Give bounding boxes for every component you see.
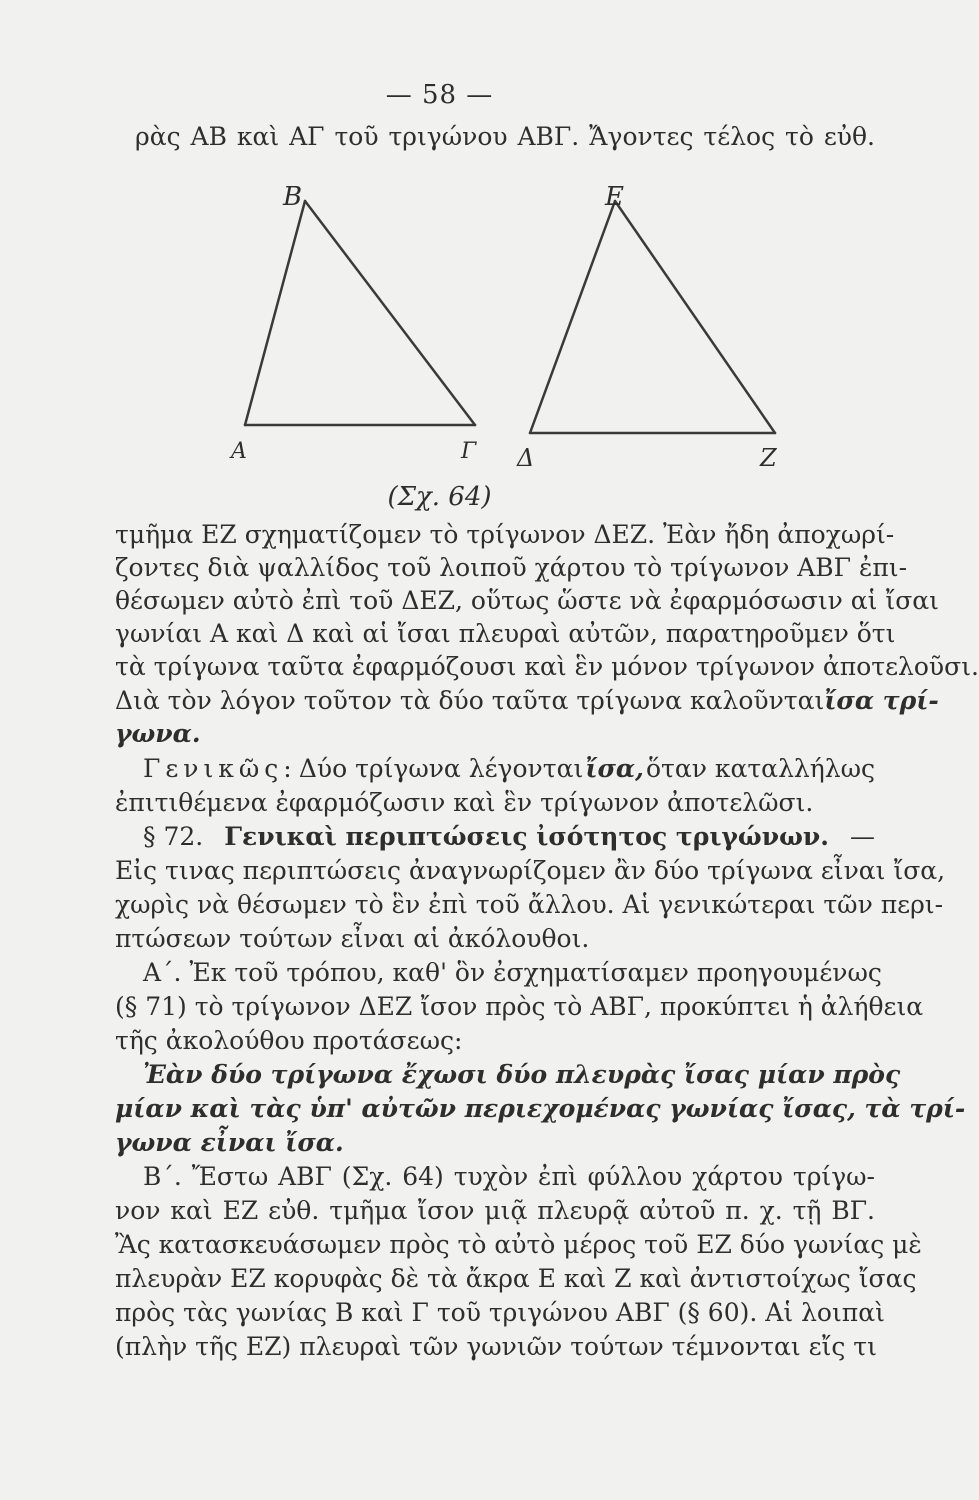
text-line-12: χωρὶς νὰ θέσωμεν τὸ ἓν ἐπὶ τοῦ ἄλλου. Αἱ γενικώτεραι τῶν περι- [115, 890, 944, 919]
text-line-3: ζοντες διὰ ψαλλίδος τοῦ λοιποῦ χάρτου τὸ τρίγωνον ΑΒΓ ἐπι- [115, 553, 908, 582]
label-D: Δ [517, 444, 535, 472]
text-line-1: ρὰς ΑΒ καὶ ΑΓ τοῦ τριγώνου ΑΒΓ. Ἄγοντες τέλος τὸ εὐθ. [135, 122, 875, 151]
text-line-9-b: ὅταν καταλλήλως [645, 754, 875, 783]
text-line-7 [115, 684, 939, 718]
text-line-9-a: Δύο τρίγωνα λέγονται [298, 754, 584, 783]
page-number: — 58 — [385, 80, 494, 110]
text-line-20: πλευρὰν ΕΖ κορυφὰς δὲ τὰ ἄκρα Ε καὶ Ζ καὶ ἀντιστοίχως ἴσας [115, 1264, 917, 1293]
text-line-7-italic: ἴσα τρί- [824, 686, 939, 715]
triangle-abg-side-ab [245, 201, 305, 425]
label-G: Γ [461, 439, 477, 464]
triangle-dez-side-de [530, 201, 615, 433]
text-line-7-roman: Διὰ τὸν λόγον τοῦτον τὰ δύο ταῦτα τρίγωνα καλοῦνται [115, 686, 825, 715]
text-line-5: γωνίαι Α καὶ Δ καὶ αἱ ἴσαι πλευραὶ αὐτῶν, παρατηροῦμεν ὅτι [115, 619, 896, 648]
label-E: E [605, 182, 624, 212]
figure-caption: (Σχ. 64) [387, 482, 492, 512]
label-B: B [283, 182, 303, 212]
theorem-line-3: γωνα εἶναι ἴσα. [115, 1128, 344, 1157]
text-line-4: θέσωμεν αὐτὸ ἐπὶ τοῦ ΔΕΖ, οὕτως ὥστε νὰ ἐφαρμόσωσιν αἱ ἴσαι [115, 586, 939, 615]
text-line-13: πτώσεων τούτων εἶναι αἱ ἀκόλουθοι. [115, 924, 590, 953]
text-line-6: τὰ τρίγωνα ταῦτα ἐφαρμόζουσι καὶ ἓν μόνον τρίγωνον ἀποτελοῦσι. [115, 652, 979, 681]
label-A: A [231, 439, 247, 464]
text-line-22: (πλὴν τῆς ΕΖ) πλευραὶ τῶν γωνιῶν τούτων τέμνονται εἴς τι [115, 1332, 877, 1361]
triangle-dez-side-ez [615, 201, 775, 433]
triangle-abg-side-bg [305, 201, 475, 425]
text-line-15: (§ 71) τὸ τρίγωνον ΔΕΖ ἴσον πρὸς τὸ ΑΒΓ, προκύπτει ἡ ἀλήθεια [115, 992, 924, 1021]
text-line-9 [115, 752, 875, 786]
text-line-21: πρὸς τὰς γωνίας Β καὶ Γ τοῦ τριγώνου ΑΒΓ (§ 60). Αἱ λοιπαὶ [115, 1298, 885, 1327]
text-line-11: Εἰς τινας περιπτώσεις ἀναγνωρίζομεν ἂν δύο τρίγωνα εἶναι ἴσα, [115, 856, 946, 885]
text-line-19: Ἂς κατασκευάσωμεν πρὸς τὸ αὐτὸ μέρος τοῦ ΕΖ δύο γωνίας μὲ [115, 1230, 922, 1259]
text-line-2: τμῆμα ΕΖ σχηματίζομεν τὸ τρίγωνον ΔΕΖ. Ἐὰν ἤδη ἀποχωρί- [115, 520, 895, 549]
section-title: Γενικαὶ περιπτώσεις ἰσότητος τριγώνων. [224, 822, 829, 851]
section-72-heading [115, 820, 875, 854]
text-line-10: ἐπιτιθέμενα ἐφαρμόζωσιν καὶ ἓν τρίγωνον ἀποτελῶσι. [115, 788, 814, 817]
generally-term: Γενικῶς: [143, 754, 297, 783]
theorem-line-2: μίαν καὶ τὰς ὑπ' αὐτῶν περιεχομένας γωνίας ἴσας, τὰ τρί- [115, 1094, 966, 1123]
section-dash: — [849, 822, 875, 851]
label-Z: Z [760, 444, 777, 472]
text-line-8: γωνα. [115, 719, 201, 748]
text-line-17: Β΄. Ἔστω ΑΒΓ (Σχ. 64) τυχὸν ἐπὶ φύλλου χάρτου τρίγω- [143, 1162, 875, 1191]
text-line-16: τῆς ἀκολούθου προτάσεως: [115, 1026, 463, 1055]
equal-term: ἴσα, [585, 754, 644, 783]
figure-64-triangles [225, 175, 805, 510]
theorem-line-1: Ἐὰν δύο τρίγωνα ἔχωσι δύο πλευρὰς ἴσας μίαν πρὸς [143, 1060, 901, 1089]
section-number: § 72. [143, 822, 204, 851]
text-line-18: νον καὶ ΕΖ εὐθ. τμῆμα ἴσον μιᾷ πλευρᾷ αὐτοῦ π. χ. τῇ ΒΓ. [115, 1196, 875, 1225]
text-line-14: Α΄. Ἐκ τοῦ τρόπου, καθ' ὃν ἐσχηματίσαμεν προηγουμένως [143, 958, 882, 987]
